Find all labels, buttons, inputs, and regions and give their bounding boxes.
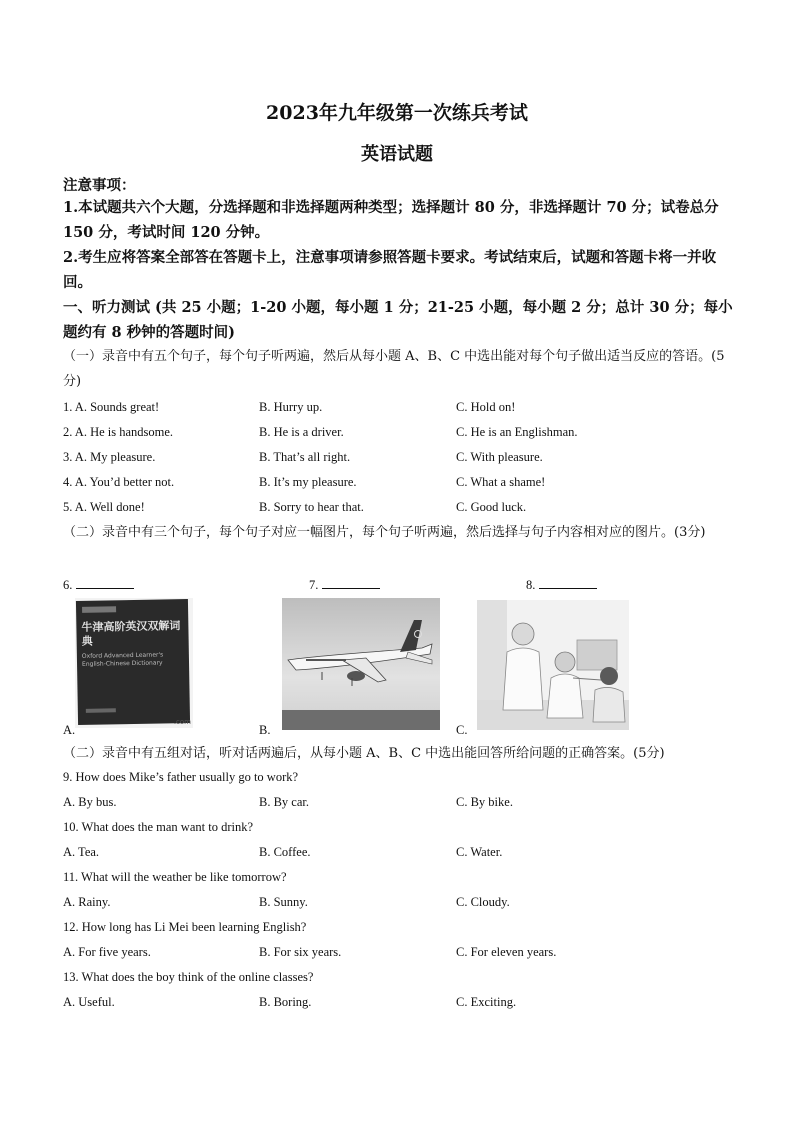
section1-heading: 一、听力测试 (共 25 小题；1-20 小题，每小题 1 分；21-25 小题，每小题 2 分；总计 30 分；每小题约有 8 秒钟的答题时间): [63, 299, 733, 341]
q12-option-a: A. For five years.: [63, 945, 151, 959]
q6-blank: 6.: [63, 576, 134, 593]
q9-option-a: A. By bus.: [63, 795, 117, 809]
q3-option-a: 3. A. My pleasure.: [63, 450, 156, 464]
q7-blank: 7.: [309, 576, 380, 593]
q11-option-b: B. Sunny.: [259, 895, 308, 909]
q9-question: 9. How does Mike’s father usually go to work?: [63, 770, 299, 784]
watermark-text: .com: [173, 718, 191, 726]
part3-instruction: （二）录音中有五组对话，听对话两遍后，从每小题 A、B、C 中选出能回答所给问题的正确答案。(5分): [63, 746, 665, 761]
q3-option-c: C. With pleasure.: [456, 450, 543, 464]
q11-option-c: C. Cloudy.: [456, 895, 510, 909]
notes-item-1: 1.本试题共六个大题，分选择题和非选择题两种类型；选择题计 80 分，非选择题计 70 分；试卷总分 150 分，考试时间 120 分钟。: [63, 199, 719, 241]
q5-option-c: C. Good luck.: [456, 500, 527, 514]
q10-option-a: A. Tea.: [63, 845, 100, 859]
q13-question: 13. What does the boy think of the online classes?: [63, 970, 314, 984]
q13-option-a: A. Useful.: [63, 995, 115, 1009]
q9-option-b: B. By car.: [259, 795, 309, 809]
q11-question: 11. What will the weather be like tomorrow?: [63, 870, 287, 884]
q12-question: 12. How long has Li Mei been learning English?: [63, 920, 307, 934]
q12-option-c: C. For eleven years.: [456, 945, 557, 959]
q11-option-a: A. Rainy.: [63, 895, 111, 909]
q10-option-c: C. Water.: [456, 845, 503, 859]
q8-blank: 8.: [526, 576, 597, 593]
q12-option-b: B. For six years.: [259, 945, 342, 959]
picture-a-label: A.: [63, 723, 76, 737]
q9-option-c: C. By bike.: [456, 795, 513, 809]
q1-option-a: 1. A. Sounds great!: [63, 400, 160, 414]
notes-heading: 注意事项：: [63, 177, 136, 194]
dictionary-photo-icon: [75, 598, 193, 728]
q5-option-a: 5. A. Well done!: [63, 500, 145, 514]
q13-option-b: B. Boring.: [259, 995, 312, 1009]
q10-question: 10. What does the man want to drink?: [63, 820, 254, 834]
q2-option-c: C. He is an Englishman.: [456, 425, 578, 439]
q1-option-c: C. Hold on!: [456, 400, 516, 414]
q2-option-b: B. He is a driver.: [259, 425, 344, 439]
picture-c-label: C.: [456, 723, 468, 737]
doctor-patient-photo-icon: [477, 600, 629, 730]
book-title: 牛津高阶英汉双解词典: [81, 619, 181, 648]
picture-b-label: B.: [259, 723, 271, 737]
airplane-photo-icon: [282, 598, 440, 730]
q3-option-b: B. That’s all right.: [259, 450, 351, 464]
q2-option-a: 2. A. He is handsome.: [63, 425, 174, 439]
q1-option-b: B. Hurry up.: [259, 400, 323, 414]
exam-title: 2023年九年级第一次练兵考试: [266, 102, 528, 124]
q4-option-a: 4. A. You’d better not.: [63, 475, 175, 489]
q4-option-b: B. It’s my pleasure.: [259, 475, 357, 489]
q10-option-b: B. Coffee.: [259, 845, 311, 859]
exam-subtitle: 英语试题: [361, 144, 433, 165]
notes-item-2: 2.考生应将答案全部答在答题卡上，注意事项请参照答题卡要求。考试结束后，试题和答题卡将一并收回。: [63, 249, 717, 291]
part2-instruction: （二）录音中有三个句子，每个句子对应一幅图片，每个句子听两遍，然后选择与句子内容相对应的图片。(3分): [63, 525, 706, 540]
q13-option-c: C. Exciting.: [456, 995, 517, 1009]
q5-option-b: B. Sorry to hear that.: [259, 500, 364, 514]
part1-instruction: （一）录音中有五个句子，每个句子听两遍，然后从每小题 A、B、C 中选出能对每个句子做出适当反应的答语。(5分): [63, 349, 725, 389]
q4-option-c: C. What a shame!: [456, 475, 546, 489]
book-subtitle: Oxford Advanced Learner's English-Chinese Dictionary: [81, 651, 164, 668]
